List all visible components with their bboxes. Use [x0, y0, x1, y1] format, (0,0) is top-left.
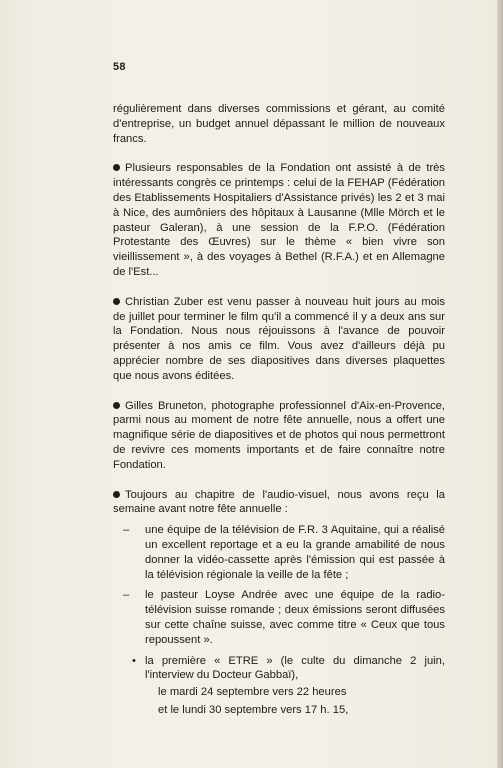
paragraph-text: Toujours au chapitre de l'audio-visuel, nous avons reçu la semaine avant notre fête annuelle :: [113, 488, 445, 516]
dash-marker: –: [123, 524, 130, 537]
paragraph-congresses: [113, 161, 445, 279]
page-edge: [497, 0, 503, 768]
bullet-dot-icon: [113, 298, 120, 305]
paragraph-text: Christian Zuber est venu passer à nouveau huit jours au mois de juillet pour terminer le film qu'il a commencé il y a deux ans sur la Fondation. Nous nous réjouissons à l'avance de pouvoir présenter à nos amis ce film. Vous avez d'ailleurs déjà pu apprécier nombre de ses diapositives dans diverses plaquettes que nous avons éditées.: [113, 295, 445, 382]
broadcast-time-line: le mardi 24 septembre vers 22 heures: [158, 686, 347, 699]
broadcast-time-line: et le lundi 30 septembre vers 17 h. 15,: [158, 703, 349, 716]
bullet-dot-icon: [113, 402, 120, 409]
continuation-paragraph: régulièrement dans diverses commissions et gérant, au comité d'entreprise, un budget annuel dépassant le million de nouveaux francs.: [113, 103, 445, 145]
list-item: [113, 588, 445, 647]
list-item-text: le pasteur Loyse Andrée avec une équipe de la radio-télévision suisse romande ; deux émissions seront diffusées sur cette chaîne suisse, avec comme titre « Ceux que tous repoussent ».: [145, 589, 445, 646]
paragraph-text: Plusieurs responsables de la Fondation ont assisté à de très intéressants congrès ce printemps : celui de la FEHAP (Fédération des Etablissements Hospitaliers d'Assistance privés) les 2 et 3 mai à Nice, des aumôniers des hôpitaux à Lausanne (Mlle Mörch et le pasteur Galeran), à une session de la F.P.O. (Fédération Protestante des Œuvres) sur le thème « bien vivre son vieillissement », à des voyages à Bethel (R.F.A.) et en Allemagne de l'Est...: [113, 162, 445, 278]
sub-bullet-marker: •: [132, 654, 136, 667]
sub-list-item: [113, 654, 445, 684]
paragraph-film: [113, 295, 445, 384]
page-body: [113, 102, 445, 721]
paragraph-text: Gilles Bruneton, photographe professionnel d'Aix-en-Provence, parmi nous au moment de notre fête annuelle, nous a offert une magnifique série de diapositives et de photos qui nous permettront de revivre ces moments importants et de faire connaître notre Fondation.: [113, 399, 445, 471]
dash-list: [113, 523, 445, 647]
bullet-dot-icon: [113, 491, 120, 498]
dash-marker: –: [123, 589, 130, 602]
page-number: 58: [113, 61, 126, 73]
paragraph-photographer: [113, 399, 445, 473]
list-item: [113, 523, 445, 582]
sub-item-text: la première « ETRE » (le culte du dimanche 2 juin, l'interview du Docteur Gabbaï),: [145, 654, 445, 682]
list-item-text: une équipe de la télévision de F.R. 3 Aquitaine, qui a réalisé un excellent reportage et a eu la grande amabilité de nous donner la vidéo-cassette après l'émission qui est passée à la télévision régionale la veille de la fête ;: [145, 524, 445, 581]
paragraph-audiovisual: [113, 488, 445, 518]
bullet-dot-icon: [113, 164, 120, 171]
